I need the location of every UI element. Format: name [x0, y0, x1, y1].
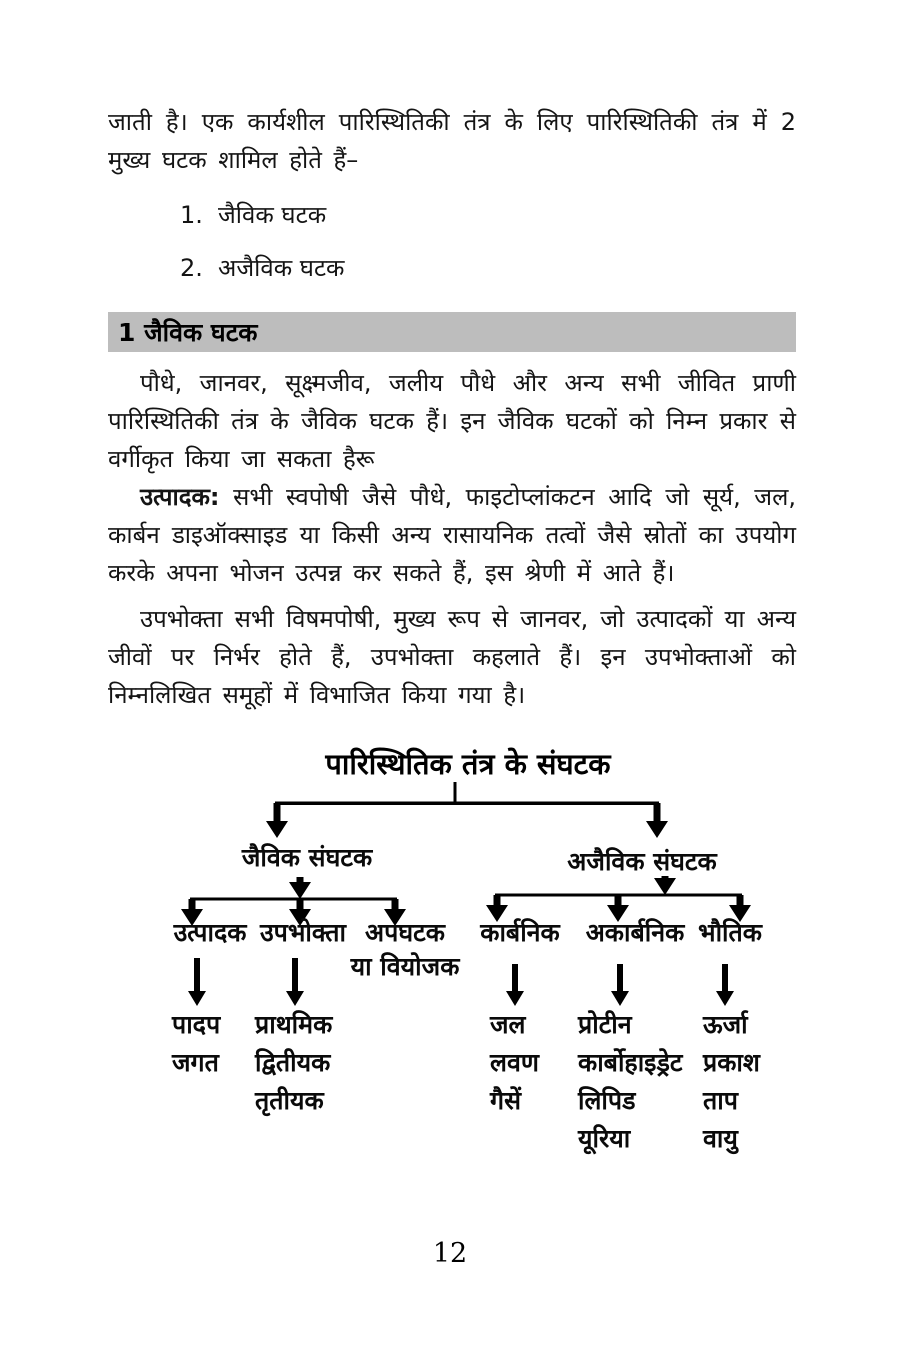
leaf-list-inorganic — [578, 1006, 682, 1158]
leaf-list-consumer — [255, 1006, 332, 1120]
producers-definition: सभी स्वपोषी जैसे पौधे, फाइटोप्लांकटन आदि जो सूर्य, जल, कार्बन डाइऑक्साइड या किसी अन्य रासायनिक तत्वों जैसे स्रोतों का उपयोग करके अपना भोजन उत्पन्न कर सकते हैं, इस श्रेणी में आते हैं। — [108, 483, 796, 587]
flowchart-node-biotic: जैविक संघटक — [241, 843, 373, 872]
connector-line — [454, 782, 457, 804]
leaf-item: कार्बोहाइड्रेट — [578, 1048, 683, 1077]
leaf-list-producer — [172, 1006, 220, 1082]
arrow-down-icon — [506, 964, 524, 1006]
list-number: 2. — [180, 254, 203, 282]
flowchart-node-producer: उत्पादक — [173, 918, 247, 947]
leaf-item: गैसें — [490, 1086, 521, 1115]
flowchart-node-consumer: उपभोक्ता — [259, 918, 347, 947]
leaf-item: लवण — [490, 1048, 539, 1077]
page-number: 12 — [432, 1238, 468, 1269]
leaf-item: ऊर्जा — [703, 1010, 748, 1039]
arrow-down-icon — [716, 964, 734, 1006]
list-label: अजैविक घटक — [218, 254, 345, 282]
arrow-down-icon — [266, 803, 288, 838]
flowchart-node-organic: कार्बनिक — [480, 918, 560, 947]
leaf-item: ताप — [703, 1086, 738, 1115]
leaf-item: यूरिया — [578, 1124, 631, 1153]
leaf-item: पादप — [172, 1010, 221, 1039]
flowchart-node-inorganic: अकार्बनिक — [585, 918, 685, 947]
leaf-item: जल — [490, 1010, 526, 1039]
leaf-item: प्राथमिक — [255, 1010, 333, 1039]
flowchart-node-decomposer — [351, 916, 460, 984]
arrow-down-icon — [188, 958, 206, 1006]
flowchart-node-abiotic: अजैविक संघटक — [567, 847, 717, 876]
paragraph-producers — [108, 478, 796, 592]
arrow-down-icon — [611, 964, 629, 1006]
list-item-biotic — [180, 200, 326, 230]
section-heading-bar: 1 जैविक घटक — [108, 312, 796, 352]
flowchart-title: पारिस्थितिक तंत्र के संघटक — [325, 747, 611, 781]
leaf-item: लिपिड — [578, 1086, 636, 1115]
leaf-item: तृतीयक — [255, 1086, 324, 1115]
decomposer-line2: या वियोजक — [350, 952, 460, 981]
leaf-item: जगत — [172, 1048, 219, 1077]
arrow-down-icon — [286, 958, 304, 1006]
paragraph-intro: जाती है। एक कार्यशील पारिस्थितिकी तंत्र के लिए पारिस्थितिकी तंत्र में 2 मुख्य घटक शामिल होते हैं– — [108, 108, 796, 174]
leaf-item: द्वितीयक — [255, 1048, 331, 1077]
producers-term: उत्पादक: — [140, 483, 220, 511]
list-item-abiotic — [180, 253, 344, 283]
leaf-item: प्रोटीन — [578, 1010, 632, 1039]
list-number: 1. — [180, 201, 203, 229]
leaf-list-organic — [490, 1006, 539, 1120]
flowchart-lines — [181, 782, 751, 1006]
flowchart-node-physical: भौतिक — [698, 918, 762, 947]
leaf-item: प्रकाश — [703, 1048, 760, 1077]
leaf-item: वायु — [703, 1124, 738, 1153]
connector-line — [275, 802, 659, 806]
list-label: जैविक घटक — [218, 201, 327, 229]
arrow-down-icon — [646, 803, 668, 838]
leaf-list-physical — [703, 1006, 760, 1158]
paragraph-biotic-components: पौधे, जानवर, सूक्ष्मजीव, जलीय पौधे और अन्य सभी जीवित प्राणी पारिस्थितिकी तंत्र के जैविक घटक हैं। इन जैविक घटकों को निम्न प्रकार से वर्गीकृत किया जा सकता हैरू — [108, 369, 796, 473]
arrow-down-icon — [289, 877, 311, 899]
connector-line — [190, 898, 397, 901]
decomposer-line1: अपघटक — [365, 918, 445, 947]
paragraph-consumers: उपभोक्ता सभी विषमपोषी, मुख्य रूप से जानवर, जो उत्पादकों या अन्य जीवों पर निर्भर होते हैं, उपभोक्ता कहलाते हैं। इन उपभोक्ताओं को निम्नलिखित समूहों में विभाजित किया गया है। — [108, 605, 796, 709]
